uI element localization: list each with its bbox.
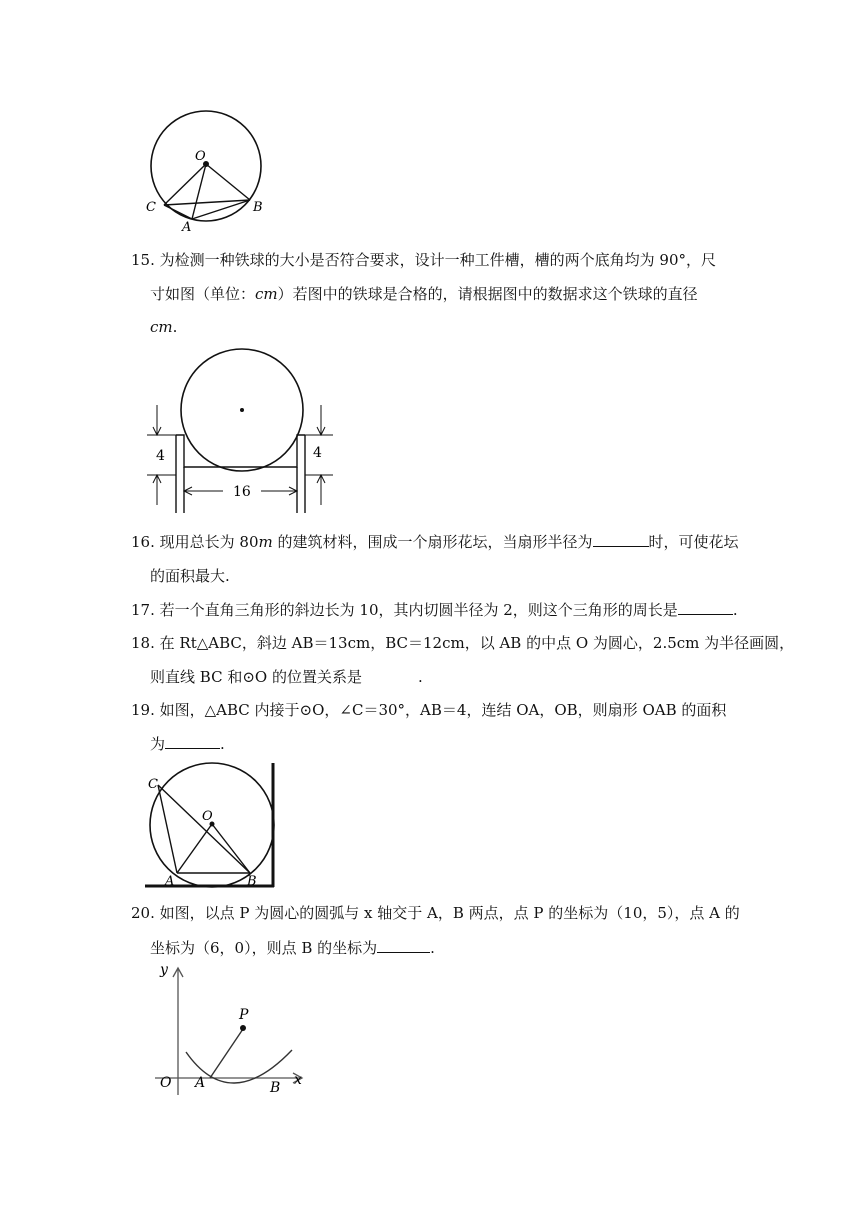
q20-label-A: A bbox=[195, 1075, 206, 1091]
q16-number: 16. bbox=[131, 533, 155, 551]
q19-figure bbox=[145, 760, 280, 890]
q20-answer-blank[interactable] bbox=[377, 938, 430, 953]
q19-line2 bbox=[150, 733, 225, 754]
q20-label-O: O bbox=[160, 1075, 172, 1091]
q20-number: 20. bbox=[131, 904, 155, 922]
q16-unit: m bbox=[258, 533, 273, 551]
q19-text-1: 如图，△ABC 内接于⊙O，∠C＝30°，AB＝4，连结 OA，OB，则扇形 OAB 的面积 bbox=[159, 701, 727, 719]
q19-label-A: A bbox=[165, 874, 175, 889]
q18-line2 bbox=[150, 666, 423, 687]
q19-label-O: O bbox=[202, 809, 213, 824]
q15-fig-left-height: 4 bbox=[156, 448, 165, 464]
q16-text-1b: 的建筑材料，围成一个扇形花坛，当扇形半径为 bbox=[272, 533, 593, 551]
q15-fig-width: 16 bbox=[233, 484, 251, 500]
q18-line1 bbox=[131, 632, 794, 653]
q19-line1 bbox=[131, 699, 726, 720]
q17-answer-blank[interactable] bbox=[678, 600, 733, 615]
q18-text-2: 则直线 BC 和⊙O 的位置关系是 bbox=[150, 668, 362, 686]
q18-number: 18. bbox=[131, 634, 155, 652]
q20-label-B: B bbox=[270, 1080, 281, 1095]
q16-line2 bbox=[150, 565, 230, 586]
q16-answer-blank[interactable] bbox=[593, 532, 649, 547]
q16-line1 bbox=[131, 531, 739, 552]
q14-label-O: O bbox=[195, 149, 206, 164]
q17-end: . bbox=[732, 601, 738, 619]
q15-line2 bbox=[150, 283, 698, 304]
q18-answer-blank[interactable] bbox=[362, 668, 418, 682]
q15-fig-right-height: 4 bbox=[313, 445, 322, 461]
q15-end: . bbox=[172, 318, 178, 336]
q15-text-2b: ）若图中的铁球是合格的，请根据图中的数据求这个铁球的直径 bbox=[277, 285, 698, 303]
q19-label-B: B bbox=[247, 874, 257, 889]
q14-label-A: A bbox=[182, 220, 192, 233]
q20-label-P: P bbox=[239, 1007, 249, 1023]
q15-unit-2: cm bbox=[150, 318, 173, 336]
q18-end: . bbox=[417, 668, 423, 686]
q15-text-2a: 寸如图（单位： bbox=[150, 285, 256, 303]
q15-text-1: 为检测一种铁球的大小是否符合要求，设计一种工件槽，槽的两个底角均为 90°，尺 bbox=[159, 251, 716, 269]
q19-end: . bbox=[220, 735, 225, 753]
q19-number: 19. bbox=[131, 701, 155, 719]
q16-text-2: 的面积最大. bbox=[150, 567, 230, 585]
q17-number: 17. bbox=[131, 601, 155, 619]
q16-text-1c: 时，可使花坛 bbox=[648, 533, 739, 551]
q14-label-B: B bbox=[253, 200, 263, 215]
q19-answer-blank[interactable] bbox=[165, 734, 220, 749]
q18-text-1: 在 Rt△ABC，斜边 AB＝13cm，BC＝12cm，以 AB 的中点 O 为圆心，2.5cm 为半径画圆， bbox=[159, 634, 795, 652]
q15-line1 bbox=[131, 249, 716, 270]
q17-line bbox=[131, 599, 738, 620]
q20-label-x: x bbox=[294, 1072, 302, 1088]
q20-text-2: 坐标为（6，0），则点 B 的坐标为 bbox=[150, 939, 378, 957]
q20-label-y: y bbox=[160, 962, 168, 978]
q17-text: 若一个直角三角形的斜边长为 10，其内切圆半径为 2，则这个三角形的周长是 bbox=[159, 601, 678, 619]
q15-number: 15. bbox=[131, 251, 155, 269]
q15-unit: cm bbox=[255, 285, 278, 303]
q15-line3 bbox=[150, 318, 177, 336]
q20-line2 bbox=[150, 937, 435, 958]
q20-figure bbox=[150, 960, 310, 1095]
q20-end: . bbox=[430, 939, 435, 957]
q19-text-2: 为 bbox=[150, 735, 166, 753]
q19-label-C: C bbox=[148, 777, 158, 792]
q15-figure bbox=[147, 345, 337, 513]
q14-figure bbox=[140, 108, 270, 233]
q14-label-C: C bbox=[146, 200, 156, 215]
q16-text-1a: 现用总长为 80 bbox=[159, 533, 259, 551]
q20-line1 bbox=[131, 902, 740, 923]
q20-text-1: 如图，以点 P 为圆心的圆弧与 x 轴交于 A，B 两点，点 P 的坐标为（10，5），点 A 的 bbox=[159, 904, 740, 922]
